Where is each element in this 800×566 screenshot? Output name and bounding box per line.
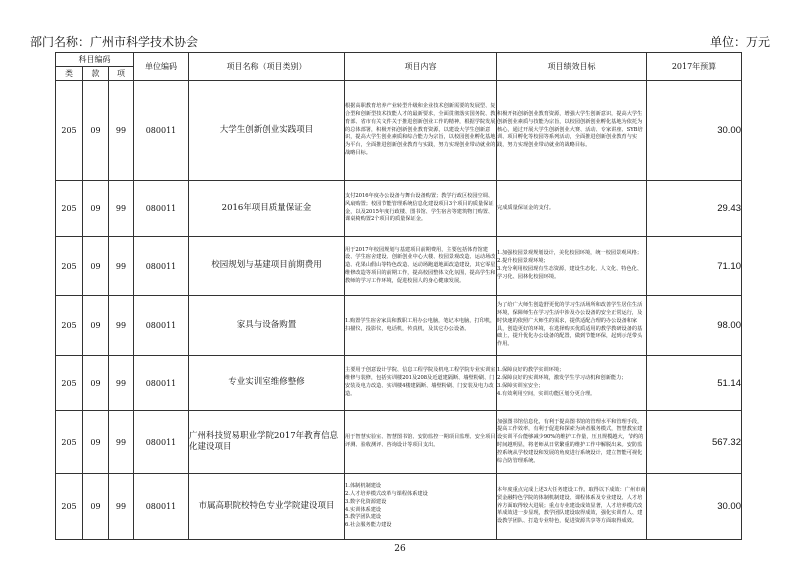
- xiang-cell: 99: [109, 356, 134, 411]
- xiang-cell: 99: [109, 474, 134, 540]
- project-content-cell: [345, 356, 497, 411]
- kuan-cell: 09: [83, 237, 109, 296]
- header-row-1: [56, 53, 742, 67]
- lei-cell: 205: [56, 181, 83, 237]
- project-content-text: 1.体制机制建设 2.人才培养模式改革与课程体系建设 3.数字化资源建设 4.实训体系建设 5.教学团队建设 6.社会服务能力建设: [345, 483, 428, 529]
- kuan-cell: 09: [83, 181, 109, 237]
- project-content-text: 根据高职教育培养产业转型升级和企业技术创新需要的发展型、复合型和创新型技术技能人才的最新要求，全面贯彻落实国务院、教育部、省市有关文件关于推进创新创业工作的精神，根据学院发展的总体部署，积极开拓创新创业教育资源，以建设大学生创新意识，提高大学生创业素质和综合能力为宗旨，以校园创业孵化基地为平台，全面推进创新创业教育与实践，努力实现创业带动就业的战略目标。: [345, 103, 496, 156]
- table-row: [56, 356, 742, 411]
- project-content-cell: [345, 474, 497, 540]
- page-header: [30, 33, 770, 51]
- xiang-header: 项: [109, 67, 134, 81]
- project-name-cell: 广州科技贸易职业学院2017年教育信息化建设项目: [189, 411, 345, 474]
- performance-target-cell: [497, 411, 647, 474]
- department-name: 部门名称：广州市科学技术协会: [30, 35, 199, 49]
- kuan-cell: 09: [83, 474, 109, 540]
- performance-target-text: 1.保障良好的教学实训环境； 2.保障良好的实训环境，激发学生学习动机和创新能力； 3.保障实训室安全； 4.有效利用空间，实训功能区划分更合理。: [497, 367, 627, 397]
- lei-cell: 205: [56, 81, 83, 181]
- project-content-cell: [345, 181, 497, 237]
- budget-header: 2017年预算: [647, 53, 742, 81]
- project-name-cell: 校园规划与基建项目前期费用: [189, 237, 345, 296]
- budget-cell: 30.00: [647, 81, 742, 181]
- subject-code-header: 科目编码: [56, 53, 134, 67]
- budget-table: [55, 52, 742, 540]
- kuan-cell: 09: [83, 356, 109, 411]
- project-name-header: 项目名称（项目类别）: [189, 53, 345, 81]
- table-row: [56, 181, 742, 237]
- project-content-text: 支付2016年度办公设备与舞台设备购置；教学行政区校园空调、风扇购置；校园节能管理系统信息化建设项目3个项目的质量保证金，以及2015年度行政楼、图书馆、学生宿舍等建筑物门购置、课桌椅购置2个项目的质量保证金。: [345, 192, 494, 223]
- project-name-cell: 2016年项目质量保证金: [189, 181, 345, 237]
- lei-cell: 205: [56, 356, 83, 411]
- unit-label: 单位：万元: [709, 35, 770, 49]
- lei-cell: 205: [56, 474, 83, 540]
- project-name-cell: 市属高职院校特色专业学院建设项目: [189, 474, 345, 540]
- table-row: [56, 237, 742, 296]
- table-row: [56, 81, 742, 181]
- performance-target-cell: [497, 237, 647, 296]
- performance-target-cell: [497, 356, 647, 411]
- project-name-cell: 家具与设备购置: [189, 296, 345, 356]
- xiang-cell: 99: [109, 411, 134, 474]
- performance-target-cell: [497, 296, 647, 356]
- budget-cell: 51.14: [647, 356, 742, 411]
- project-name-cell: 大学生创新创业实践项目: [189, 81, 345, 181]
- performance-target-cell: [497, 474, 647, 540]
- unit-code-cell: 080011: [134, 474, 189, 540]
- unit-code-cell: 080011: [134, 181, 189, 237]
- unit-code-cell: 080011: [134, 296, 189, 356]
- kuan-header: 款: [83, 67, 109, 81]
- project-content-text: 1.购置学生宿舍家具和教职工用办公电脑，笔记本电脑，打印机，扫描仪，投影仪，电话机，传真机，及其它办公设备。: [345, 317, 496, 332]
- unit-code-cell: 080011: [134, 411, 189, 474]
- unit-code-cell: 080011: [134, 237, 189, 296]
- unit-code-cell: 080011: [134, 356, 189, 411]
- project-content-cell: [345, 411, 497, 474]
- project-content-cell: [345, 81, 497, 181]
- project-name-cell: 专业实训室维修整修: [189, 356, 345, 411]
- kuan-cell: 09: [83, 411, 109, 474]
- performance-target-text: 本年度重点完成上述3大任务建设工作。取得以下成效：广州市商贸金融特色学院的体制机制建设、课程体系及专业建设、人才培养方面取得较大进展；重点专业建设成效显著，人才培养模式改革成效进一步显现，教学团队建设取得成效，强化实训育人、建设教学团队、打造专业特色，促进资源共享等方面取得成效。: [497, 487, 646, 525]
- page-number: 26: [394, 544, 406, 554]
- project-content-text: 用于智慧实验室、智慧图书馆、安防监控一期项目监理、安全项目评测、验收测评、咨询设计等项目支出。: [345, 434, 496, 448]
- project-content-header: 项目内容: [345, 53, 497, 81]
- unit-code-cell: 080011: [134, 81, 189, 181]
- table-row: [56, 296, 742, 356]
- xiang-cell: 99: [109, 81, 134, 181]
- project-content-cell: [345, 237, 497, 296]
- budget-cell: 98.00: [647, 296, 742, 356]
- lei-header: 类: [56, 67, 83, 81]
- project-content-text: 用于2017年校园规划与基建项目前期费用，主要包括体育馆建设、学生宿舍建设、创新创业中心大楼、校园景观改造、运动场改造、花果山假山等特色改造、运动场跑道地面改造建设，其它零星维修改造等项目的前期工作，提高校园整体文化氛围，提高学生和教师的学习工作环境，促进校园人的身心健康发展。: [345, 246, 496, 284]
- table-row: [56, 411, 742, 474]
- budget-cell: 71.10: [647, 237, 742, 296]
- budget-cell: 29.43: [647, 181, 742, 237]
- performance-target-text: 积极开拓创新创业教育资源，增强大学生创新意识，提高大学生创新创业素质与技能为宗旨，以校园创新创业孵化基地为依托为核心，通过开展大学生创新创业大赛、活动、专家讲座、SYB培训、项目孵化等校园等系列活动，全面推进创新创业教育与实践，努力实现创业带动就业的战略目标。: [497, 111, 643, 149]
- xiang-cell: 99: [109, 181, 134, 237]
- performance-target-text: 为了给广大师生创造舒更优的学习生活场所和改善学生居住生活环境，保障师生在学习生活中涉及办公设备的安全正常运行，及时快速的依照广大师生的需求，提供适配合理的办公设备和家具，创造更好的环境，在选择购买优质适用的教学教研设备的基础上，提升优化办公设备的配置，做到节能环保，起到示范带头作用。: [497, 302, 643, 348]
- budget-cell: 567.32: [647, 411, 742, 474]
- xiang-cell: 99: [109, 237, 134, 296]
- lei-cell: 205: [56, 411, 83, 474]
- performance-target-cell: [497, 81, 647, 181]
- xiang-cell: 99: [109, 296, 134, 356]
- lei-cell: 205: [56, 296, 83, 356]
- project-content-cell: [345, 296, 497, 356]
- performance-target-text: 加强图书馆信息化，有利于提高图书馆的管理水平和管理手段，提高工作效率，有利于促进和探索为读者服务模式，智慧教室建设实训平台能够减少90%的维护工作量，压且规模越大，节约的时间越明显，将老师从日常繁重的维护工作中解脱出来。安防监控系统从学校建设和发展的角度进行系统设计，建立智能可视化综合防管理系统。: [497, 418, 644, 464]
- performance-target-text: 1.加强校园景观规划设计，美化校园环境，统一校园景观风格； 2.提升校园景观环境； 3.充分利用校园现有生态资源，建设生态化、人文化、特色化、学习化、园林化校园环境。: [497, 250, 643, 280]
- table-row: [56, 474, 742, 540]
- performance-target-cell: [497, 181, 647, 237]
- budget-cell: 30.00: [647, 474, 742, 540]
- performance-target-text: 完成质量保证金的支付。: [497, 204, 555, 211]
- kuan-cell: 09: [83, 81, 109, 181]
- performance-target-header: 项目绩效目标: [497, 53, 647, 81]
- kuan-cell: 09: [83, 296, 109, 356]
- lei-cell: 205: [56, 237, 83, 296]
- unit-code-header: 单位编码: [134, 53, 189, 81]
- project-content-text: 主要用于创意设计学院、信息工程学院及机电工程学院专业实训室维修与装修，包括实训楼201及208及近道建隔断、墙壁粉刷、门安装及电力改造、实训楼4楼建隔断、墙壁粉刷、门安装及电力改造。: [345, 367, 496, 397]
